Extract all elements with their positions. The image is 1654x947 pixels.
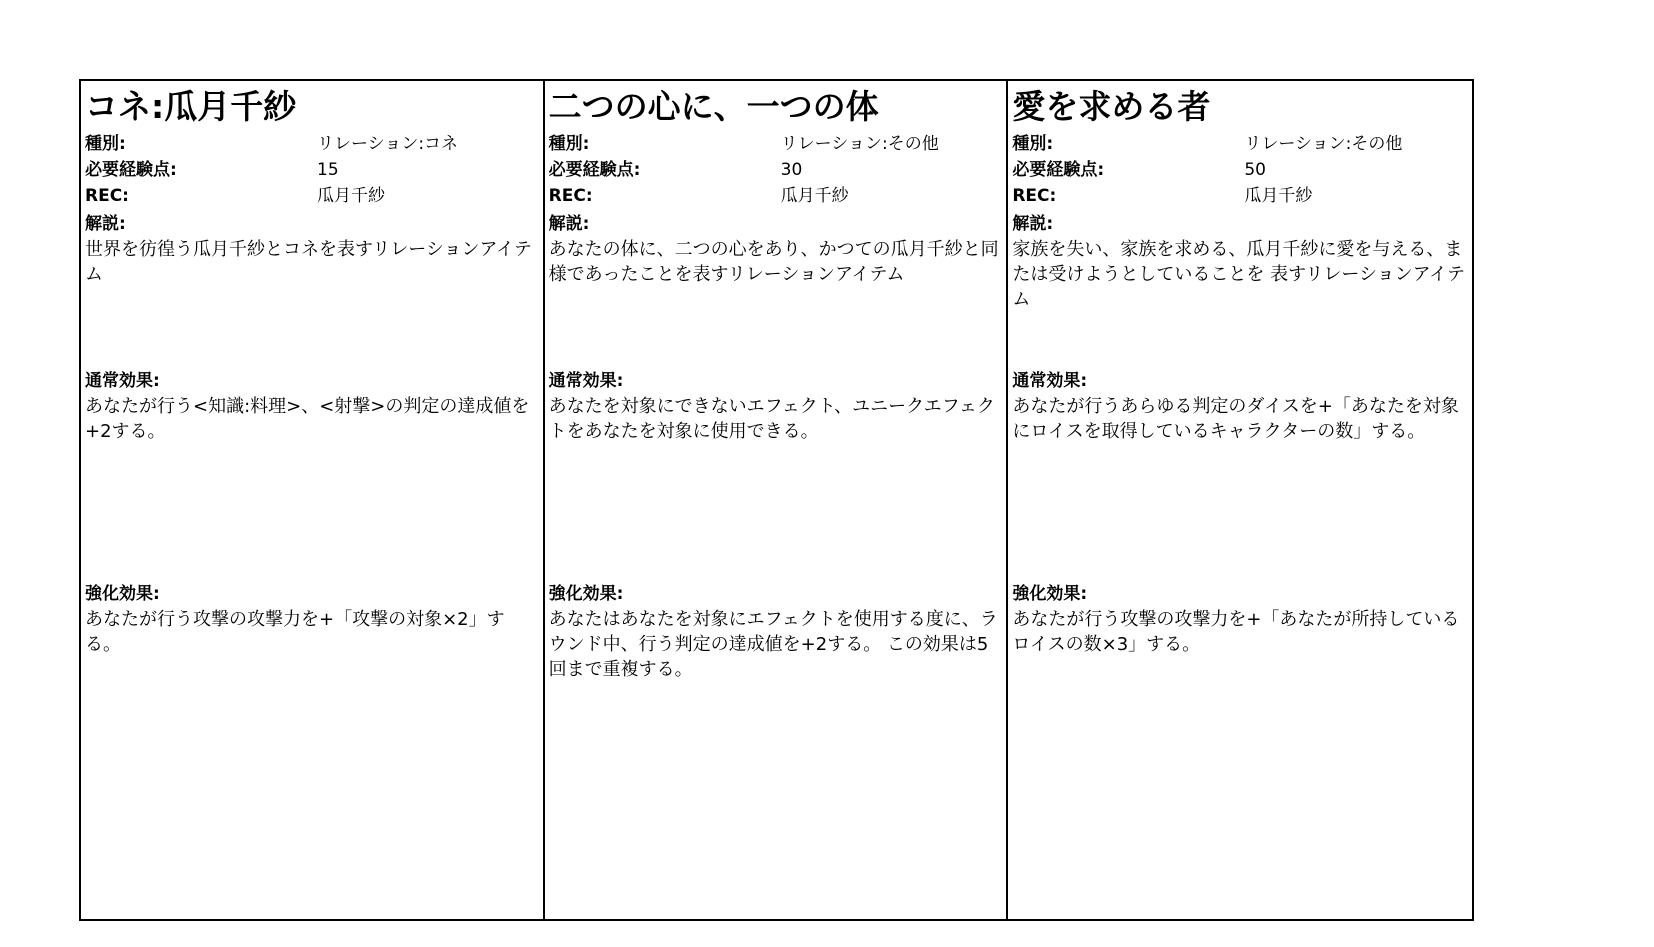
description-text: 世界を彷徨う瓜月千紗とコネを表すリレーションアイテム <box>85 239 532 285</box>
enhanced-effect-section <box>549 581 1003 682</box>
type-row <box>549 131 1003 157</box>
rec-label: REC: <box>548 186 593 206</box>
exp-value: 15 <box>317 160 339 180</box>
enhanced-effect-section <box>85 581 539 657</box>
exp-label: 必要経験点: <box>548 160 641 180</box>
enhanced-effect-label: 強化効果: <box>548 584 624 604</box>
card-title: コネ:瓜月千紗 <box>85 87 297 126</box>
description-label: 解説: <box>1012 214 1054 234</box>
rec-value: 瓜月千紗 <box>317 186 385 206</box>
exp-row <box>549 157 1003 183</box>
description-section <box>549 211 1003 287</box>
card-table <box>79 79 1474 921</box>
card-title: 二つの心に、一つの体 <box>548 87 879 126</box>
type-value: リレーション:その他 <box>780 134 939 154</box>
rec-value: 瓜月千紗 <box>1244 186 1313 206</box>
type-value: リレーション:コネ <box>317 134 459 154</box>
enhanced-effect-section <box>1012 581 1468 657</box>
rec-row <box>549 183 1003 209</box>
description-text: 家族を失い、家族を求める、瓜月千紗に愛を与える、または受けようとしていることを 表すリレーションアイテム <box>1012 239 1466 310</box>
exp-value: 30 <box>780 160 803 180</box>
card-title: 愛を求める者 <box>1012 87 1211 126</box>
rec-row <box>85 183 539 209</box>
enhanced-effect-text: あなたが行う攻撃の攻撃力を+「攻撃の対象×2」する。 <box>85 609 505 655</box>
rec-label: REC: <box>1012 186 1057 206</box>
exp-value: 50 <box>1244 160 1266 180</box>
enhanced-effect-label: 強化効果: <box>1012 584 1088 604</box>
exp-row <box>85 157 539 183</box>
description-section <box>85 211 539 287</box>
enhanced-effect-text: あなたはあなたを対象にエフェクトを使用する度に、ラウンド中、行う判定の達成値を+2する。 この効果は5回まで重複する。 <box>548 609 998 680</box>
card-two-hearts-one-body <box>545 81 1009 919</box>
exp-label: 必要経験点: <box>1012 160 1105 180</box>
type-label: 種別: <box>85 134 126 154</box>
type-row <box>85 131 539 157</box>
type-label: 種別: <box>1012 134 1054 154</box>
rec-row <box>1012 183 1468 209</box>
enhanced-effect-label: 強化効果: <box>85 584 160 604</box>
normal-effect-text: あなたを対象にできないエフェクト、ユニークエフェクトをあなたを対象に使用できる。 <box>548 396 995 442</box>
card-one-who-seeks-love <box>1008 81 1472 919</box>
description-label: 解説: <box>548 214 590 234</box>
normal-effect-section <box>549 368 1003 444</box>
normal-effect-section <box>1012 368 1468 444</box>
card-kone-uzuki-chisa <box>81 81 545 919</box>
normal-effect-text: あなたが行う<知識:料理>、<射撃>の判定の達成値を+2する。 <box>85 396 530 442</box>
normal-effect-label: 通常効果: <box>548 371 624 391</box>
type-value: リレーション:その他 <box>1244 134 1403 154</box>
normal-effect-section <box>85 368 539 444</box>
description-label: 解説: <box>85 214 126 234</box>
normal-effect-text: あなたが行うあらゆる判定のダイスを+「あなたを対象にロイスを取得しているキャラクターの数」する。 <box>1012 396 1459 442</box>
border-gap <box>1474 178 1482 206</box>
exp-row <box>1012 157 1468 183</box>
description-section <box>1012 211 1468 312</box>
exp-label: 必要経験点: <box>85 160 177 180</box>
normal-effect-label: 通常効果: <box>1012 371 1088 391</box>
rec-value: 瓜月千紗 <box>780 186 849 206</box>
description-text: あなたの体に、二つの心をあり、かつての瓜月千紗と同様であったことを表すリレーションアイテム <box>548 239 999 285</box>
type-label: 種別: <box>548 134 590 154</box>
rec-label: REC: <box>85 186 129 206</box>
type-row <box>1012 131 1468 157</box>
normal-effect-label: 通常効果: <box>85 371 160 391</box>
enhanced-effect-text: あなたが行う攻撃の攻撃力を+「あなたが所持しているロイスの数×3」する。 <box>1012 609 1460 655</box>
